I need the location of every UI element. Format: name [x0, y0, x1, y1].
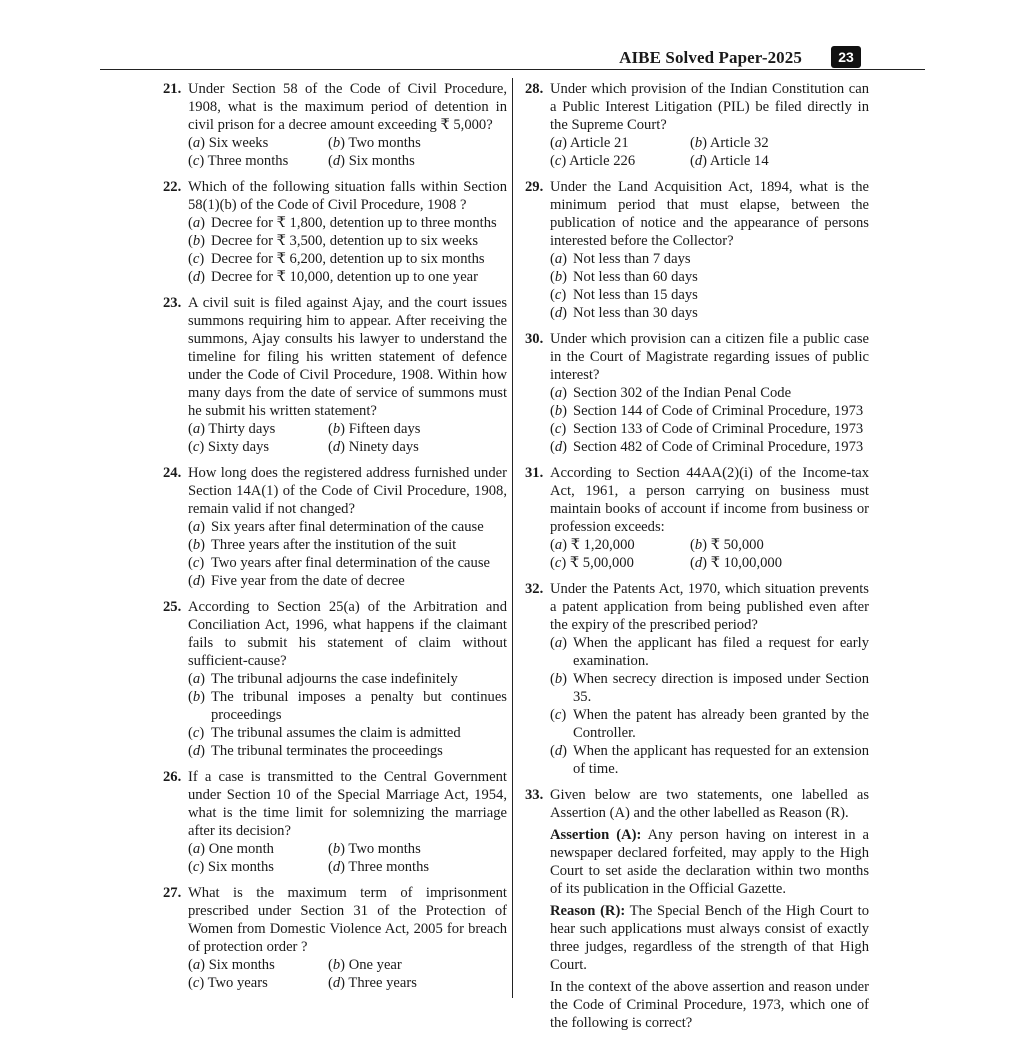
option-c: (c) Six months: [188, 859, 274, 875]
option-text: Six months: [208, 957, 275, 973]
question-stem: If a case is transmitted to the Central Government under Section 10 of the Special Marriage Act, 1954, what is the time limit for solemnizing the marriage after its decision?: [188, 769, 507, 839]
question-stem: Under which provision of the Indian Constitution can a Public Interest Litigation (PIL) be filed directly in the Supreme Court?: [550, 81, 869, 133]
option-a: (a) Decree for ₹ 1,800, detention up to three months: [188, 215, 497, 231]
option-text: Section 302 of the Indian Penal Code: [573, 385, 792, 401]
column-divider: [512, 78, 513, 998]
option-b: (b) ₹ 50,000: [690, 537, 764, 553]
option-a: (a) Six months: [188, 957, 275, 973]
option-letter: b: [192, 233, 201, 249]
option-text: Three months: [207, 153, 289, 169]
option-text: Article 226: [569, 153, 636, 169]
option-text: Not less than 15 days: [573, 287, 698, 303]
option-c: (c) When the patent has already been granted by the Controller.: [550, 707, 869, 741]
question-26: [163, 768, 507, 876]
question-stem: Under the Land Acquisition Act, 1894, what is the minimum period that must elapse, between the publication of notice and the appearance of persons interested before the Collector?: [550, 179, 869, 249]
option-text: One year: [348, 957, 402, 973]
option-text: Not less than 7 days: [573, 251, 691, 267]
option-letter: d: [192, 573, 201, 589]
option-text: Sixty days: [207, 439, 270, 455]
option-letter: a: [192, 841, 201, 857]
option-text: Three years after the institution of the suit: [211, 537, 457, 553]
option-text: The tribunal terminates the proceedings: [211, 743, 443, 759]
option-letter: c: [192, 859, 200, 875]
option-text: ₹ 10,00,000: [710, 555, 782, 571]
left-column: [163, 80, 507, 1000]
option-c: (c) Two years: [188, 975, 268, 991]
reason-statement: [550, 902, 869, 974]
options-grid: [188, 840, 507, 876]
option-d: (d) Three months: [328, 859, 430, 875]
closing-question: In the context of the above assertion and reason under the Code of Criminal Procedure, 1973, which one of the following is correct?: [550, 979, 869, 1031]
question-21: [163, 80, 507, 170]
option-text: The tribunal assumes the claim is admitted: [211, 725, 461, 741]
question-stem: How long does the registered address furnished under Section 14A(1) of the Code of Civil Procedure, 1908, remain valid if not changed?: [188, 465, 507, 517]
option-letter: b: [694, 537, 703, 553]
option-letter: d: [694, 153, 703, 169]
right-column: [525, 80, 869, 1040]
option-c: (c) Not less than 15 days: [550, 287, 698, 303]
option-letter: d: [332, 153, 341, 169]
question-number: 32.: [525, 581, 544, 597]
option-b: (b) When secrecy direction is imposed under Section 35.: [550, 671, 869, 705]
assertion-statement: [550, 826, 869, 898]
option-letter: a: [554, 135, 563, 151]
option-letter: a: [554, 385, 563, 401]
option-text: Not less than 60 days: [573, 269, 698, 285]
option-letter: d: [332, 859, 341, 875]
option-d: (d) Three years: [328, 975, 417, 991]
option-d: (d) Article 14: [690, 153, 769, 169]
option-letter: d: [332, 439, 341, 455]
option-text: Thirty days: [208, 421, 276, 437]
option-letter: d: [192, 743, 201, 759]
question-stem: A civil suit is filed against Ajay, and the court issues summons requiring him to appear. After receiving the summons, Ajay consults his lawyer to understand the timeline for filing his written statement of defence under the Code of Civil Procedure, 1908. Within how many days from the date of service of summons must he submit his written statement?: [188, 295, 507, 419]
option-c: (c) Section 133 of Code of Criminal Procedure, 1973: [550, 421, 864, 437]
question-31: [525, 464, 869, 572]
option-text: Six months: [348, 153, 415, 169]
option-text: Decree for ₹ 1,800, detention up to three months: [211, 215, 497, 231]
question-number: 28.: [525, 81, 544, 97]
option-text: When the applicant has requested for an extension of time.: [573, 743, 869, 777]
option-letter: b: [192, 689, 201, 705]
question-stem: Which of the following situation falls within Section 58(1)(b) of the Code of Civil Procedure, 1908 ?: [188, 179, 507, 213]
option-c: (c) Decree for ₹ 6,200, detention up to six months: [188, 251, 485, 267]
option-letter: d: [192, 269, 201, 285]
option-b: (b) Two months: [328, 135, 421, 151]
question-stem: Given below are two statements, one labelled as Assertion (A) and the other labelled as Reason (R).: [550, 787, 869, 821]
option-text: Two years after final determination of the cause: [211, 555, 490, 571]
option-a: (a) ₹ 1,20,000: [550, 537, 635, 553]
options-grid: [188, 956, 507, 992]
option-letter: a: [554, 635, 563, 651]
option-d: (d) Section 482 of Code of Criminal Procedure, 1973: [550, 439, 864, 455]
option-text: The tribunal adjourns the case indefinitely: [211, 671, 458, 687]
option-text: Article 21: [569, 135, 629, 151]
option-letter: a: [192, 135, 201, 151]
question-stem: Under which provision can a citizen file a public case in the Court of Magistrate regarding issues of public interest?: [550, 331, 869, 383]
option-text: Not less than 30 days: [573, 305, 698, 321]
option-a: (a) Thirty days: [188, 421, 276, 437]
question-number: 31.: [525, 465, 544, 481]
question-stem: According to Section 25(a) of the Arbitration and Conciliation Act, 1996, what happens if the claimant fails to submit his statement of claim without sufficient-cause?: [188, 599, 507, 669]
option-letter: c: [554, 421, 562, 437]
option-letter: b: [554, 403, 563, 419]
option-text: ₹ 50,000: [710, 537, 764, 553]
question-stem: According to Section 44AA(2)(i) of the Income-tax Act, 1961, a person carrying on business must maintain books of account if income from business or profession exceeds:: [550, 465, 869, 535]
question-stem: What is the maximum term of imprisonment prescribed under Section 31 of the Protection of Women from Domestic Violence Act, 2005 for breach of protection order ?: [188, 885, 507, 955]
option-letter: d: [554, 439, 563, 455]
question-27: [163, 884, 507, 992]
option-letter: b: [332, 135, 341, 151]
question-number: 29.: [525, 179, 544, 195]
option-text: Six months: [207, 859, 274, 875]
option-b: (b) The tribunal imposes a penalty but continues proceedings: [188, 689, 507, 723]
option-letter: a: [192, 957, 201, 973]
question-number: 23.: [163, 295, 182, 311]
option-a: (a) Section 302 of the Indian Penal Code: [550, 385, 792, 401]
option-text: Two months: [348, 135, 421, 151]
option-letter: d: [554, 743, 563, 759]
option-letter: b: [554, 671, 563, 687]
option-text: The tribunal imposes a penalty but continues proceedings: [211, 689, 507, 723]
option-letter: a: [554, 537, 563, 553]
options-grid: [188, 134, 507, 170]
reason-text: The Special Bench of the High Court to hear such applications must always consist of exactly three judges, regardless of the strength of that High Court.: [550, 903, 869, 973]
option-letter: b: [554, 269, 563, 285]
option-letter: a: [192, 519, 201, 535]
option-text: One month: [208, 841, 274, 857]
option-text: Fifteen days: [348, 421, 421, 437]
question-number: 27.: [163, 885, 182, 901]
option-d: (d) Ninety days: [328, 439, 419, 455]
option-text: Five year from the date of decree: [211, 573, 405, 589]
option-c: (c) ₹ 5,00,000: [550, 555, 634, 571]
option-b: (b) Two months: [328, 841, 421, 857]
question-30: [525, 330, 869, 456]
question-number: 30.: [525, 331, 544, 347]
reason-label: Reason (R):: [550, 903, 626, 919]
option-b: (b) Article 32: [690, 135, 769, 151]
question-number: 26.: [163, 769, 182, 785]
option-letter: c: [554, 287, 562, 303]
option-letter: c: [554, 707, 562, 723]
assertion-text: Any person having on interest in a newspaper declared forfeited, may apply to the High Court to set aside the declaration within two months of its publication in the Official Gazette.: [550, 827, 870, 897]
option-letter: b: [192, 537, 201, 553]
option-text: Two years: [207, 975, 268, 991]
option-d: (d) The tribunal terminates the proceedings: [188, 743, 443, 759]
option-a: (a) When the applicant has filed a request for early examination.: [550, 635, 869, 669]
question-28: [525, 80, 869, 170]
option-letter: c: [192, 975, 200, 991]
option-letter: c: [192, 725, 200, 741]
option-letter: b: [694, 135, 703, 151]
option-text: Article 14: [709, 153, 769, 169]
option-letter: b: [332, 957, 341, 973]
option-text: Section 144 of Code of Criminal Procedure, 1973: [573, 403, 864, 419]
option-text: Ninety days: [348, 439, 419, 455]
option-b: (b) Fifteen days: [328, 421, 421, 437]
option-text: Six years after final determination of the cause: [211, 519, 484, 535]
option-a: (a) Not less than 7 days: [550, 251, 691, 267]
option-text: When secrecy direction is imposed under Section 35.: [573, 671, 869, 705]
option-text: Decree for ₹ 6,200, detention up to six months: [211, 251, 485, 267]
option-d: (d) Decree for ₹ 10,000, detention up to one year: [188, 269, 479, 285]
option-letter: c: [554, 555, 562, 571]
option-c: (c) Article 226: [550, 153, 636, 169]
option-letter: c: [192, 153, 200, 169]
option-letter: a: [192, 215, 201, 231]
option-b: (b) Section 144 of Code of Criminal Procedure, 1973: [550, 403, 864, 419]
options-grid: [550, 134, 869, 170]
option-d: (d) When the applicant has requested for an extension of time.: [550, 743, 869, 777]
question-number: 33.: [525, 787, 544, 803]
options-grid: [550, 536, 869, 572]
option-text: When the applicant has filed a request for early examination.: [573, 635, 869, 669]
question-23: [163, 294, 507, 456]
option-a: (a) Article 21: [550, 135, 629, 151]
option-text: Article 32: [709, 135, 769, 151]
option-text: When the patent has already been granted by the Controller.: [573, 707, 869, 741]
option-c: (c) Two years after final determination of the cause: [188, 555, 490, 571]
question-number: 21.: [163, 81, 182, 97]
option-text: Decree for ₹ 10,000, detention up to one year: [211, 269, 479, 285]
option-letter: b: [332, 841, 341, 857]
option-b: (b) Three years after the institution of the suit: [188, 537, 457, 553]
options-grid: [188, 420, 507, 456]
option-text: Section 482 of Code of Criminal Procedure, 1973: [573, 439, 864, 455]
option-letter: c: [192, 439, 200, 455]
question-stem: Under Section 58 of the Code of Civil Procedure, 1908, what is the maximum period of detention in civil prison for a decree amount exceeding ₹ 5,000?: [188, 81, 507, 133]
option-text: ₹ 5,00,000: [569, 555, 634, 571]
option-text: ₹ 1,20,000: [570, 537, 635, 553]
question-25: [163, 598, 507, 760]
option-b: (b) One year: [328, 957, 402, 973]
question-number: 25.: [163, 599, 182, 615]
option-letter: b: [332, 421, 341, 437]
question-22: [163, 178, 507, 286]
option-d: (d) ₹ 10,00,000: [690, 555, 782, 571]
question-24: [163, 464, 507, 590]
option-letter: d: [554, 305, 563, 321]
option-a: (a) The tribunal adjourns the case indefinitely: [188, 671, 458, 687]
option-d: (d) Five year from the date of decree: [188, 573, 405, 589]
option-text: Three months: [348, 859, 430, 875]
option-letter: a: [554, 251, 563, 267]
page-number: 23: [831, 46, 861, 68]
question-number: 22.: [163, 179, 182, 195]
option-d: (d) Not less than 30 days: [550, 305, 698, 321]
question-33: [525, 786, 869, 1032]
option-a: (a) Six weeks: [188, 135, 269, 151]
question-29: [525, 178, 869, 322]
option-c: (c) The tribunal assumes the claim is admitted: [188, 725, 461, 741]
question-32: [525, 580, 869, 778]
option-letter: c: [192, 251, 200, 267]
option-text: Decree for ₹ 3,500, detention up to six weeks: [211, 233, 479, 249]
option-d: (d) Six months: [328, 153, 415, 169]
book-title: AIBE Solved Paper-2025: [619, 48, 802, 67]
option-letter: a: [192, 421, 201, 437]
option-c: (c) Three months: [188, 153, 289, 169]
option-letter: d: [332, 975, 341, 991]
option-b: (b) Decree for ₹ 3,500, detention up to six weeks: [188, 233, 479, 249]
header-rule: [100, 69, 925, 70]
option-text: Two months: [348, 841, 421, 857]
option-letter: c: [192, 555, 200, 571]
option-text: Three years: [348, 975, 417, 991]
option-text: Six weeks: [208, 135, 269, 151]
option-a: (a) Six years after final determination of the cause: [188, 519, 484, 535]
question-stem: Under the Patents Act, 1970, which situation prevents a patent application from being published even after the expiry of the prescribed period?: [550, 581, 869, 633]
option-b: (b) Not less than 60 days: [550, 269, 698, 285]
option-a: (a) One month: [188, 841, 274, 857]
option-letter: d: [694, 555, 703, 571]
option-c: (c) Sixty days: [188, 439, 270, 455]
question-number: 24.: [163, 465, 182, 481]
option-text: Section 133 of Code of Criminal Procedure, 1973: [573, 421, 864, 437]
option-letter: c: [554, 153, 562, 169]
assertion-label: Assertion (A):: [550, 827, 642, 843]
option-letter: a: [192, 671, 201, 687]
